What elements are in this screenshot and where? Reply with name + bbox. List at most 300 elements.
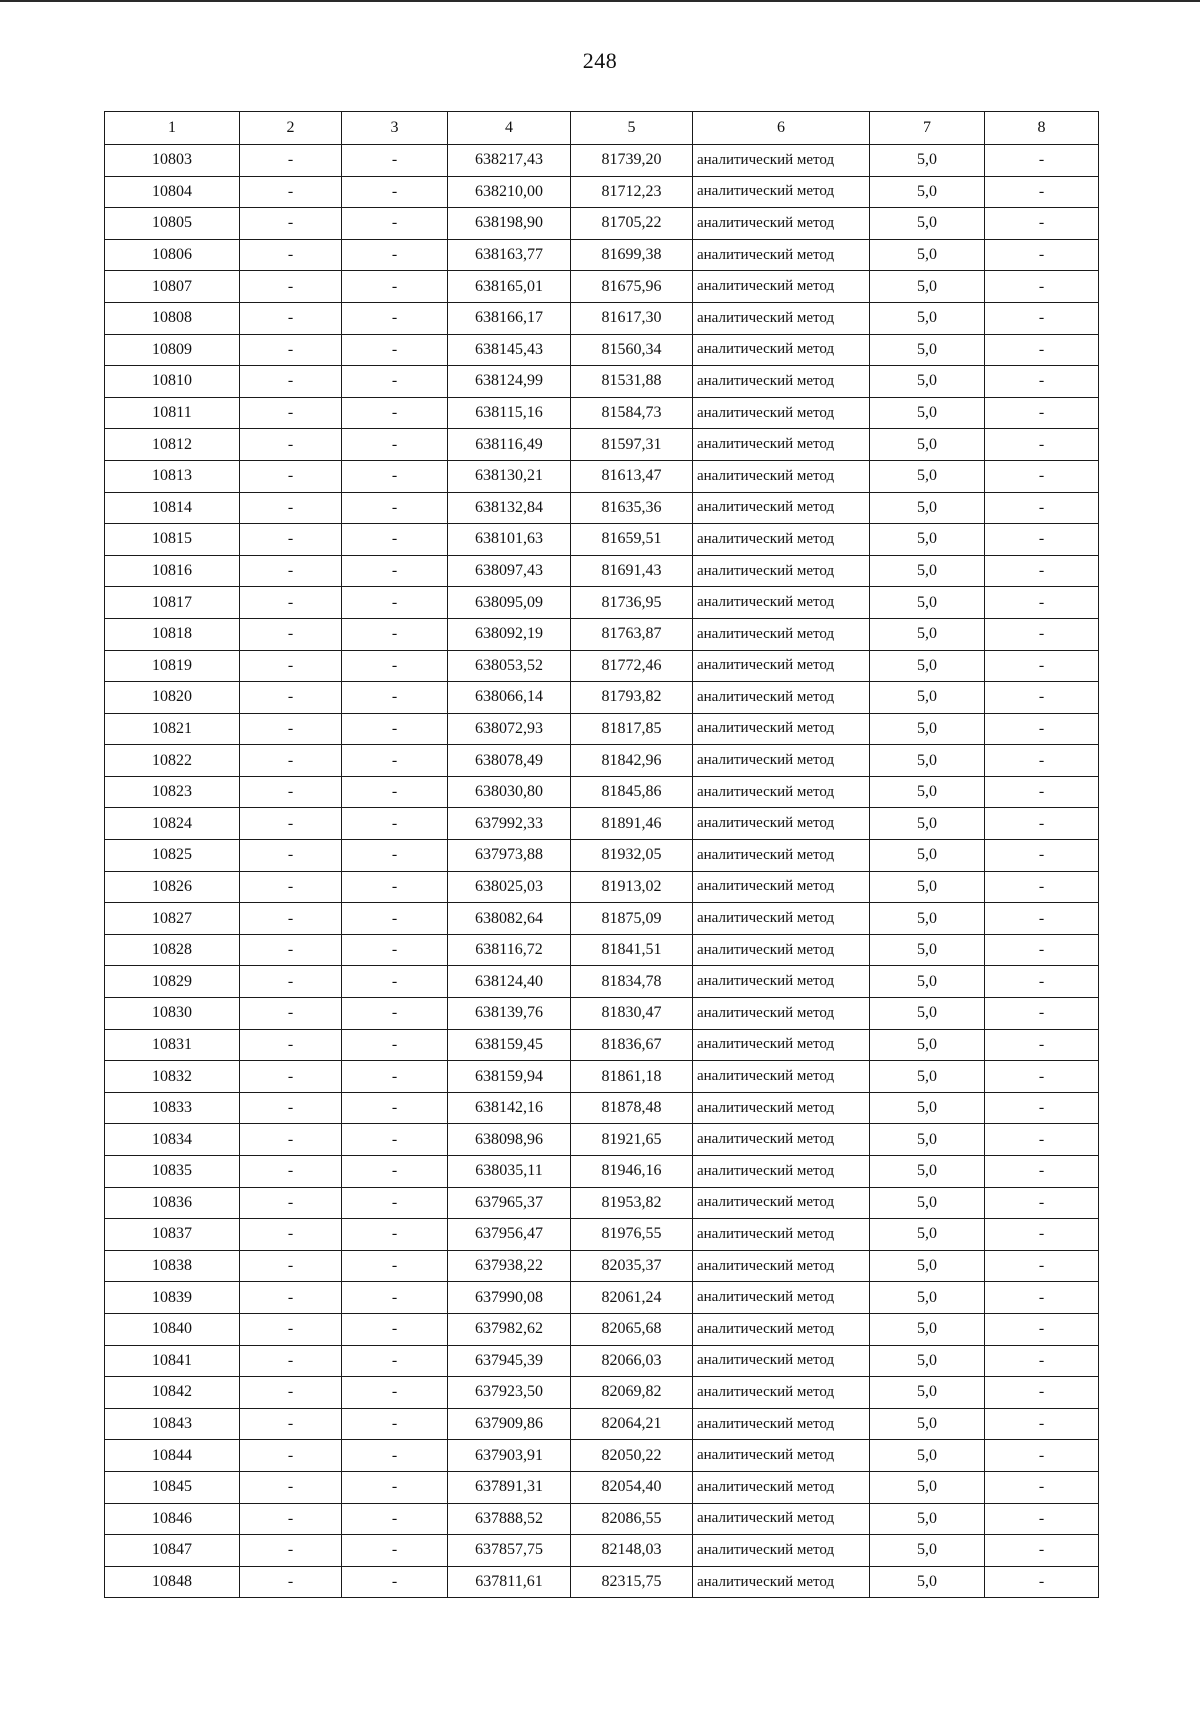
col-3-cell: - <box>342 871 448 903</box>
y-coordinate: 81772,46 <box>571 650 693 682</box>
y-coordinate: 81953,82 <box>571 1187 693 1219</box>
point-number: 10812 <box>105 429 240 461</box>
table-row <box>105 1029 1099 1061</box>
y-coordinate: 81976,55 <box>571 1219 693 1251</box>
method-cell: аналитический метод <box>693 650 870 682</box>
y-coordinate: 81875,09 <box>571 903 693 935</box>
table-row <box>105 1345 1099 1377</box>
accuracy-cell: 5,0 <box>870 429 985 461</box>
col-3-cell: - <box>342 587 448 619</box>
col-2-cell: - <box>240 1219 342 1251</box>
point-number: 10840 <box>105 1313 240 1345</box>
y-coordinate: 82064,21 <box>571 1408 693 1440</box>
accuracy-cell: 5,0 <box>870 334 985 366</box>
y-coordinate: 82050,22 <box>571 1440 693 1472</box>
col-8-cell: - <box>985 1440 1099 1472</box>
accuracy-cell: 5,0 <box>870 840 985 872</box>
y-coordinate: 81584,73 <box>571 397 693 429</box>
col-2-cell: - <box>240 1061 342 1093</box>
col-3-cell: - <box>342 1345 448 1377</box>
point-number: 10821 <box>105 713 240 745</box>
col-3-cell: - <box>342 1408 448 1440</box>
method-cell: аналитический метод <box>693 1377 870 1409</box>
x-coordinate: 638124,99 <box>448 366 571 398</box>
col-3-cell: - <box>342 460 448 492</box>
point-number: 10846 <box>105 1503 240 1535</box>
col-3-cell: - <box>342 302 448 334</box>
col-3-cell: - <box>342 1535 448 1567</box>
col-2-cell: - <box>240 713 342 745</box>
col-3-cell: - <box>342 271 448 303</box>
method-cell: аналитический метод <box>693 492 870 524</box>
y-coordinate: 82065,68 <box>571 1313 693 1345</box>
x-coordinate: 638130,21 <box>448 460 571 492</box>
accuracy-cell: 5,0 <box>870 1219 985 1251</box>
y-coordinate: 81691,43 <box>571 555 693 587</box>
table-row <box>105 208 1099 240</box>
x-coordinate: 637965,37 <box>448 1187 571 1219</box>
point-number: 10816 <box>105 555 240 587</box>
col-2-cell: - <box>240 1156 342 1188</box>
col-8-cell: - <box>985 397 1099 429</box>
method-cell: аналитический метод <box>693 1282 870 1314</box>
y-coordinate: 81675,96 <box>571 271 693 303</box>
x-coordinate: 638030,80 <box>448 776 571 808</box>
x-coordinate: 638132,84 <box>448 492 571 524</box>
method-cell: аналитический метод <box>693 1029 870 1061</box>
table-row <box>105 1471 1099 1503</box>
col-2-cell: - <box>240 1440 342 1472</box>
col-8-cell: - <box>985 524 1099 556</box>
col-8-cell: - <box>985 302 1099 334</box>
accuracy-cell: 5,0 <box>870 176 985 208</box>
col-2-cell: - <box>240 840 342 872</box>
col-2-cell: - <box>240 334 342 366</box>
accuracy-cell: 5,0 <box>870 1313 985 1345</box>
col-3-cell: - <box>342 1061 448 1093</box>
accuracy-cell: 5,0 <box>870 934 985 966</box>
x-coordinate: 638145,43 <box>448 334 571 366</box>
col-8-cell: - <box>985 1029 1099 1061</box>
table-row <box>105 808 1099 840</box>
col-3-cell: - <box>342 1187 448 1219</box>
col-8-cell: - <box>985 1408 1099 1440</box>
table-row <box>105 334 1099 366</box>
method-cell: аналитический метод <box>693 239 870 271</box>
col-8-cell: - <box>985 1345 1099 1377</box>
x-coordinate: 638082,64 <box>448 903 571 935</box>
method-cell: аналитический метод <box>693 998 870 1030</box>
x-coordinate: 638097,43 <box>448 555 571 587</box>
table-row <box>105 271 1099 303</box>
col-8-cell: - <box>985 1377 1099 1409</box>
accuracy-cell: 5,0 <box>870 776 985 808</box>
col-8-cell: - <box>985 176 1099 208</box>
y-coordinate: 81932,05 <box>571 840 693 872</box>
col-2-cell: - <box>240 271 342 303</box>
accuracy-cell: 5,0 <box>870 555 985 587</box>
table-body <box>105 145 1099 1598</box>
point-number: 10838 <box>105 1250 240 1282</box>
col-2-cell: - <box>240 1566 342 1598</box>
col-3-cell: - <box>342 808 448 840</box>
col-8-cell: - <box>985 145 1099 177</box>
col-2-cell: - <box>240 555 342 587</box>
point-number: 10834 <box>105 1124 240 1156</box>
col-8-cell: - <box>985 1156 1099 1188</box>
col-8-cell: - <box>985 1313 1099 1345</box>
method-cell: аналитический метод <box>693 1503 870 1535</box>
x-coordinate: 637945,39 <box>448 1345 571 1377</box>
method-cell: аналитический метод <box>693 966 870 998</box>
point-number: 10810 <box>105 366 240 398</box>
x-coordinate: 637903,91 <box>448 1440 571 1472</box>
point-number: 10820 <box>105 682 240 714</box>
col-2-cell: - <box>240 1124 342 1156</box>
col-2-cell: - <box>240 302 342 334</box>
method-cell: аналитический метод <box>693 366 870 398</box>
col-3-cell: - <box>342 366 448 398</box>
col-3-cell: - <box>342 524 448 556</box>
point-number: 10833 <box>105 1092 240 1124</box>
col-8-cell: - <box>985 1535 1099 1567</box>
table-row <box>105 555 1099 587</box>
point-number: 10819 <box>105 650 240 682</box>
col-3-cell: - <box>342 397 448 429</box>
y-coordinate: 82069,82 <box>571 1377 693 1409</box>
method-cell: аналитический метод <box>693 555 870 587</box>
col-8-cell: - <box>985 682 1099 714</box>
x-coordinate: 637956,47 <box>448 1219 571 1251</box>
col-3-cell: - <box>342 1092 448 1124</box>
method-cell: аналитический метод <box>693 713 870 745</box>
x-coordinate: 638098,96 <box>448 1124 571 1156</box>
page-number: 248 <box>582 48 618 73</box>
x-coordinate: 637973,88 <box>448 840 571 872</box>
point-number: 10848 <box>105 1566 240 1598</box>
accuracy-cell: 5,0 <box>870 998 985 1030</box>
point-number: 10827 <box>105 903 240 935</box>
col-3-cell: - <box>342 208 448 240</box>
column-header-6: 6 <box>693 112 870 145</box>
point-number: 10806 <box>105 239 240 271</box>
point-number: 10809 <box>105 334 240 366</box>
x-coordinate: 638166,17 <box>448 302 571 334</box>
y-coordinate: 82148,03 <box>571 1535 693 1567</box>
accuracy-cell: 5,0 <box>870 618 985 650</box>
x-coordinate: 638053,52 <box>448 650 571 682</box>
accuracy-cell: 5,0 <box>870 1282 985 1314</box>
table-row <box>105 871 1099 903</box>
col-2-cell: - <box>240 1282 342 1314</box>
point-number: 10839 <box>105 1282 240 1314</box>
col-2-cell: - <box>240 998 342 1030</box>
point-number: 10823 <box>105 776 240 808</box>
col-8-cell: - <box>985 1061 1099 1093</box>
method-cell: аналитический метод <box>693 460 870 492</box>
y-coordinate: 81913,02 <box>571 871 693 903</box>
col-8-cell: - <box>985 555 1099 587</box>
accuracy-cell: 5,0 <box>870 524 985 556</box>
x-coordinate: 638116,49 <box>448 429 571 461</box>
method-cell: аналитический метод <box>693 145 870 177</box>
table-row <box>105 1440 1099 1472</box>
column-header-3: 3 <box>342 112 448 145</box>
y-coordinate: 81878,48 <box>571 1092 693 1124</box>
point-number: 10815 <box>105 524 240 556</box>
col-8-cell: - <box>985 208 1099 240</box>
point-number: 10818 <box>105 618 240 650</box>
table-row <box>105 176 1099 208</box>
method-cell: аналитический метод <box>693 334 870 366</box>
col-8-cell: - <box>985 460 1099 492</box>
accuracy-cell: 5,0 <box>870 397 985 429</box>
y-coordinate: 82315,75 <box>571 1566 693 1598</box>
col-2-cell: - <box>240 1408 342 1440</box>
x-coordinate: 638165,01 <box>448 271 571 303</box>
method-cell: аналитический метод <box>693 1124 870 1156</box>
x-coordinate: 638159,45 <box>448 1029 571 1061</box>
table-row <box>105 460 1099 492</box>
x-coordinate: 638163,77 <box>448 239 571 271</box>
col-3-cell: - <box>342 998 448 1030</box>
x-coordinate: 638115,16 <box>448 397 571 429</box>
col-2-cell: - <box>240 1092 342 1124</box>
y-coordinate: 81613,47 <box>571 460 693 492</box>
x-coordinate: 638210,00 <box>448 176 571 208</box>
x-coordinate: 637982,62 <box>448 1313 571 1345</box>
table-row <box>105 492 1099 524</box>
point-number: 10814 <box>105 492 240 524</box>
method-cell: аналитический метод <box>693 1156 870 1188</box>
point-number: 10831 <box>105 1029 240 1061</box>
method-cell: аналитический метод <box>693 776 870 808</box>
col-2-cell: - <box>240 745 342 777</box>
col-2-cell: - <box>240 966 342 998</box>
table-row <box>105 1503 1099 1535</box>
y-coordinate: 82066,03 <box>571 1345 693 1377</box>
point-number: 10830 <box>105 998 240 1030</box>
y-coordinate: 81560,34 <box>571 334 693 366</box>
col-3-cell: - <box>342 713 448 745</box>
col-8-cell: - <box>985 903 1099 935</box>
col-8-cell: - <box>985 1187 1099 1219</box>
point-number: 10841 <box>105 1345 240 1377</box>
x-coordinate: 638139,76 <box>448 998 571 1030</box>
col-2-cell: - <box>240 1250 342 1282</box>
point-number: 10808 <box>105 302 240 334</box>
method-cell: аналитический метод <box>693 1566 870 1598</box>
col-2-cell: - <box>240 1029 342 1061</box>
x-coordinate: 638072,93 <box>448 713 571 745</box>
table-row <box>105 1187 1099 1219</box>
method-cell: аналитический метод <box>693 1061 870 1093</box>
table-row <box>105 302 1099 334</box>
col-3-cell: - <box>342 745 448 777</box>
x-coordinate: 638142,16 <box>448 1092 571 1124</box>
accuracy-cell: 5,0 <box>870 1566 985 1598</box>
point-number: 10824 <box>105 808 240 840</box>
y-coordinate: 82061,24 <box>571 1282 693 1314</box>
table-row <box>105 650 1099 682</box>
method-cell: аналитический метод <box>693 1092 870 1124</box>
col-2-cell: - <box>240 208 342 240</box>
column-header-2: 2 <box>240 112 342 145</box>
accuracy-cell: 5,0 <box>870 1440 985 1472</box>
point-number: 10822 <box>105 745 240 777</box>
col-8-cell: - <box>985 1282 1099 1314</box>
table-row <box>105 682 1099 714</box>
table-row <box>105 1219 1099 1251</box>
col-8-cell: - <box>985 492 1099 524</box>
table-row <box>105 145 1099 177</box>
y-coordinate: 82035,37 <box>571 1250 693 1282</box>
col-2-cell: - <box>240 176 342 208</box>
point-number: 10828 <box>105 934 240 966</box>
y-coordinate: 81763,87 <box>571 618 693 650</box>
accuracy-cell: 5,0 <box>870 1408 985 1440</box>
col-3-cell: - <box>342 966 448 998</box>
table-row <box>105 713 1099 745</box>
col-8-cell: - <box>985 618 1099 650</box>
accuracy-cell: 5,0 <box>870 1124 985 1156</box>
col-8-cell: - <box>985 871 1099 903</box>
point-number: 10817 <box>105 587 240 619</box>
col-3-cell: - <box>342 618 448 650</box>
x-coordinate: 638198,90 <box>448 208 571 240</box>
y-coordinate: 81845,86 <box>571 776 693 808</box>
point-number: 10835 <box>105 1156 240 1188</box>
table-row <box>105 239 1099 271</box>
col-2-cell: - <box>240 934 342 966</box>
col-8-cell: - <box>985 1471 1099 1503</box>
col-3-cell: - <box>342 492 448 524</box>
x-coordinate: 638095,09 <box>448 587 571 619</box>
accuracy-cell: 5,0 <box>870 366 985 398</box>
x-coordinate: 638092,19 <box>448 618 571 650</box>
accuracy-cell: 5,0 <box>870 1061 985 1093</box>
col-3-cell: - <box>342 1282 448 1314</box>
method-cell: аналитический метод <box>693 1471 870 1503</box>
method-cell: аналитический метод <box>693 1440 870 1472</box>
table-row <box>105 1408 1099 1440</box>
point-number: 10843 <box>105 1408 240 1440</box>
col-2-cell: - <box>240 650 342 682</box>
method-cell: аналитический метод <box>693 618 870 650</box>
method-cell: аналитический метод <box>693 871 870 903</box>
col-2-cell: - <box>240 871 342 903</box>
x-coordinate: 637891,31 <box>448 1471 571 1503</box>
accuracy-cell: 5,0 <box>870 587 985 619</box>
y-coordinate: 81531,88 <box>571 366 693 398</box>
accuracy-cell: 5,0 <box>870 302 985 334</box>
col-3-cell: - <box>342 555 448 587</box>
table-row <box>105 745 1099 777</box>
table-row <box>105 934 1099 966</box>
method-cell: аналитический метод <box>693 1345 870 1377</box>
col-2-cell: - <box>240 903 342 935</box>
x-coordinate: 637888,52 <box>448 1503 571 1535</box>
table-row <box>105 1313 1099 1345</box>
col-3-cell: - <box>342 650 448 682</box>
accuracy-cell: 5,0 <box>870 460 985 492</box>
accuracy-cell: 5,0 <box>870 682 985 714</box>
table-row <box>105 429 1099 461</box>
table-row <box>105 1282 1099 1314</box>
accuracy-cell: 5,0 <box>870 713 985 745</box>
point-number: 10826 <box>105 871 240 903</box>
col-8-cell: - <box>985 429 1099 461</box>
point-number: 10832 <box>105 1061 240 1093</box>
accuracy-cell: 5,0 <box>870 208 985 240</box>
scan-edge-line <box>0 0 1200 2</box>
point-number: 10807 <box>105 271 240 303</box>
y-coordinate: 81597,31 <box>571 429 693 461</box>
point-number: 10813 <box>105 460 240 492</box>
col-2-cell: - <box>240 1535 342 1567</box>
col-3-cell: - <box>342 334 448 366</box>
accuracy-cell: 5,0 <box>870 745 985 777</box>
col-8-cell: - <box>985 840 1099 872</box>
accuracy-cell: 5,0 <box>870 1377 985 1409</box>
table-row <box>105 966 1099 998</box>
column-header-1: 1 <box>105 112 240 145</box>
method-cell: аналитический метод <box>693 934 870 966</box>
y-coordinate: 81793,82 <box>571 682 693 714</box>
col-3-cell: - <box>342 1124 448 1156</box>
method-cell: аналитический метод <box>693 302 870 334</box>
table-row <box>105 1156 1099 1188</box>
method-cell: аналитический метод <box>693 682 870 714</box>
col-2-cell: - <box>240 776 342 808</box>
accuracy-cell: 5,0 <box>870 650 985 682</box>
col-8-cell: - <box>985 334 1099 366</box>
x-coordinate: 638101,63 <box>448 524 571 556</box>
y-coordinate: 81921,65 <box>571 1124 693 1156</box>
col-3-cell: - <box>342 1471 448 1503</box>
y-coordinate: 81836,67 <box>571 1029 693 1061</box>
accuracy-cell: 5,0 <box>870 1503 985 1535</box>
column-header-5: 5 <box>571 112 693 145</box>
col-8-cell: - <box>985 587 1099 619</box>
col-3-cell: - <box>342 1503 448 1535</box>
accuracy-cell: 5,0 <box>870 1250 985 1282</box>
x-coordinate: 637938,22 <box>448 1250 571 1282</box>
col-3-cell: - <box>342 176 448 208</box>
col-2-cell: - <box>240 1187 342 1219</box>
col-2-cell: - <box>240 145 342 177</box>
x-coordinate: 638124,40 <box>448 966 571 998</box>
table-row <box>105 903 1099 935</box>
column-header-4: 4 <box>448 112 571 145</box>
col-8-cell: - <box>985 1219 1099 1251</box>
x-coordinate: 638066,14 <box>448 682 571 714</box>
point-number: 10844 <box>105 1440 240 1472</box>
col-3-cell: - <box>342 903 448 935</box>
table-row <box>105 366 1099 398</box>
accuracy-cell: 5,0 <box>870 1471 985 1503</box>
col-3-cell: - <box>342 1250 448 1282</box>
col-2-cell: - <box>240 429 342 461</box>
col-2-cell: - <box>240 682 342 714</box>
col-2-cell: - <box>240 587 342 619</box>
col-3-cell: - <box>342 1377 448 1409</box>
y-coordinate: 81946,16 <box>571 1156 693 1188</box>
method-cell: аналитический метод <box>693 397 870 429</box>
y-coordinate: 82054,40 <box>571 1471 693 1503</box>
x-coordinate: 637990,08 <box>448 1282 571 1314</box>
table-row <box>105 1061 1099 1093</box>
